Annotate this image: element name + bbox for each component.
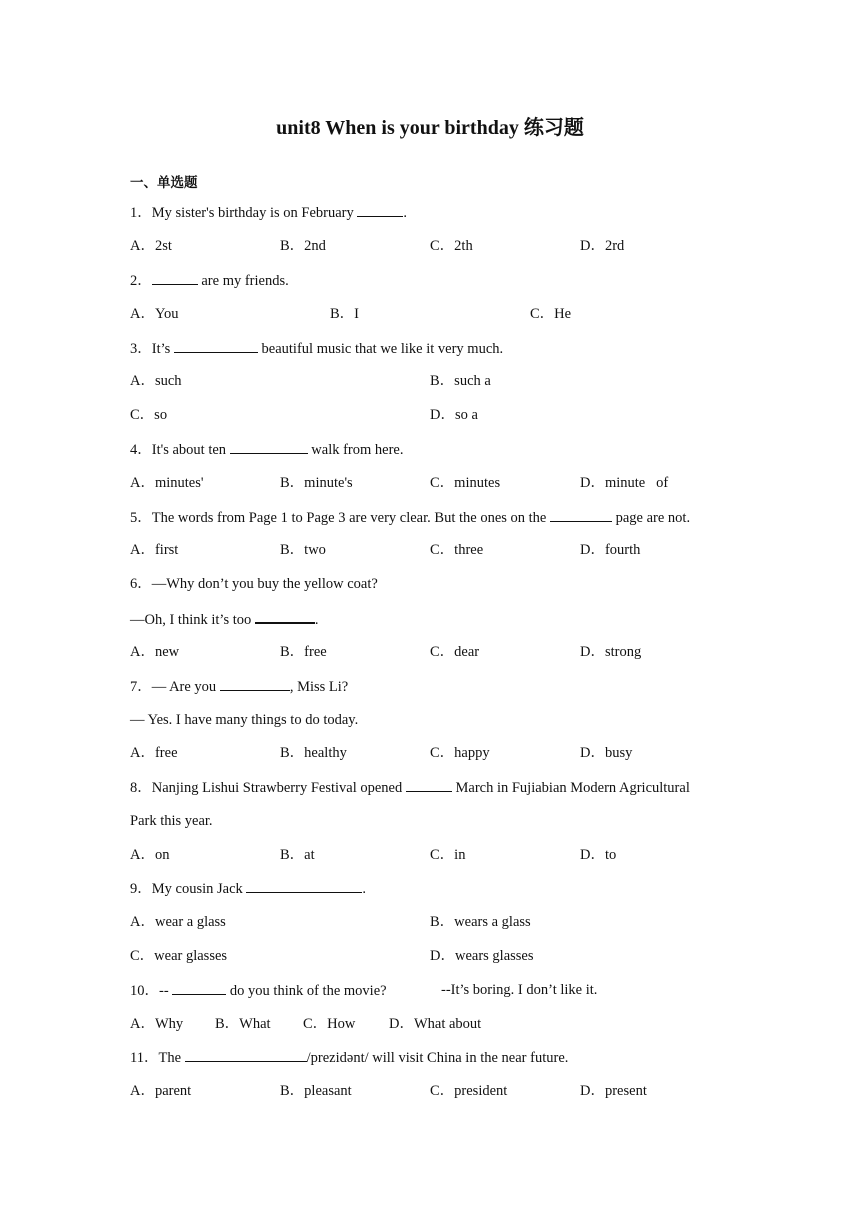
option-b[interactable]: B．such a <box>430 373 491 389</box>
question-number: 10． <box>130 983 159 999</box>
question-text: . <box>403 205 407 221</box>
question-11 <box>130 1047 568 1068</box>
question-number: 7． <box>130 679 152 695</box>
option-d[interactable]: D．What about <box>389 1016 482 1032</box>
option-d[interactable]: D．present <box>580 1083 647 1099</box>
option-b[interactable]: B．pleasant <box>280 1083 352 1099</box>
option-c[interactable]: C．wear glasses <box>130 948 228 964</box>
option-b[interactable]: B．I <box>330 306 359 322</box>
option-a[interactable]: A．free <box>130 745 178 761</box>
option-d[interactable]: D．strong <box>580 644 642 660</box>
option-d[interactable]: D．minute of <box>580 475 669 491</box>
question-text: /prezidənt/ will visit China in the near future. <box>306 1050 569 1066</box>
option-a[interactable]: A．such <box>130 373 182 389</box>
option-c[interactable]: C．so <box>130 407 168 423</box>
answer-blank[interactable] <box>172 980 226 995</box>
question-text: Nanjing Lishui Strawberry Festival opened <box>151 780 406 796</box>
option-d[interactable]: D．fourth <box>580 542 641 558</box>
answer-blank[interactable] <box>246 878 362 893</box>
question-number: 1． <box>130 205 152 221</box>
option-d[interactable]: D．2rd <box>580 238 625 254</box>
option-c[interactable]: C．dear <box>430 644 480 660</box>
question-7 <box>130 676 348 697</box>
question-text: . <box>314 612 319 628</box>
question-number: 2． <box>130 273 152 289</box>
option-b[interactable]: B．two <box>280 542 326 558</box>
option-c[interactable]: C．president <box>430 1083 508 1099</box>
option-a[interactable]: A．parent <box>130 1083 192 1099</box>
answer-blank[interactable] <box>230 439 308 454</box>
option-a[interactable]: A．first <box>130 542 179 558</box>
question-5 <box>130 507 690 528</box>
question-text: The <box>158 1050 185 1066</box>
option-a[interactable]: A．on <box>130 847 170 863</box>
question-text: do you think of the movie? <box>226 983 387 999</box>
option-d[interactable]: D．so a <box>430 407 478 423</box>
question-number: 4． <box>130 442 152 458</box>
question-text: It’s <box>151 341 174 357</box>
question-1 <box>130 202 407 223</box>
option-d[interactable]: D．wears glasses <box>430 948 534 964</box>
question-9 <box>130 878 366 899</box>
question-2 <box>130 270 289 291</box>
option-d[interactable]: D．busy <box>580 745 633 761</box>
option-c[interactable]: C．He <box>530 306 572 322</box>
option-a[interactable]: A．Why <box>130 1016 184 1032</box>
option-a[interactable]: A．2st <box>130 238 172 254</box>
question-text: My sister's birthday is on February <box>151 205 358 221</box>
option-a[interactable]: A．new <box>130 644 180 660</box>
question-number: 6． <box>130 576 152 592</box>
question-text: page are not. <box>611 510 691 526</box>
option-c[interactable]: C．three <box>430 542 484 558</box>
question-text: —Why don’t you buy the yellow coat? <box>151 576 378 592</box>
question-3 <box>130 338 503 359</box>
question-10-reply: --It’s boring. I don’t like it. <box>441 982 598 998</box>
option-c[interactable]: C．minutes <box>430 475 501 491</box>
option-b[interactable]: B．2nd <box>280 238 326 254</box>
answer-blank[interactable] <box>255 608 315 624</box>
option-b[interactable]: B．What <box>215 1016 271 1032</box>
question-text: — Are you <box>151 679 220 695</box>
option-b[interactable]: B．healthy <box>280 745 347 761</box>
question-text: , Miss Li? <box>289 679 349 695</box>
option-a[interactable]: A．wear a glass <box>130 914 226 930</box>
question-text: My cousin Jack <box>151 881 247 897</box>
option-c[interactable]: C．happy <box>430 745 490 761</box>
question-8-line-2: Park this year. <box>130 813 213 829</box>
section-heading: 一、单选题 <box>130 175 198 191</box>
option-b[interactable]: B．wears a glass <box>430 914 531 930</box>
question-7-line-2: — Yes. I have many things to do today. <box>130 712 359 728</box>
question-text: walk from here. <box>307 442 404 458</box>
question-text: It's about ten <box>151 442 230 458</box>
option-b[interactable]: B．at <box>280 847 315 863</box>
question-number: 11． <box>130 1050 159 1066</box>
question-6-line-2 <box>130 608 319 630</box>
answer-blank[interactable] <box>185 1047 307 1062</box>
option-d[interactable]: D．to <box>580 847 617 863</box>
option-b[interactable]: B．minute's <box>280 475 353 491</box>
question-number: 8． <box>130 780 152 796</box>
question-text: March in Fujiabian Modern Agricultural <box>451 780 690 796</box>
option-a[interactable]: A．minutes' <box>130 475 204 491</box>
option-c[interactable]: C．How <box>303 1016 356 1032</box>
question-6 <box>130 574 378 594</box>
answer-blank[interactable] <box>406 777 452 792</box>
answer-blank[interactable] <box>357 202 403 217</box>
question-text: . <box>362 881 367 897</box>
answer-blank[interactable] <box>220 676 290 691</box>
option-b[interactable]: B．free <box>280 644 327 660</box>
option-a[interactable]: A．You <box>130 306 179 322</box>
answer-blank[interactable] <box>550 507 612 522</box>
question-text: are my friends. <box>197 273 289 289</box>
option-c[interactable]: C．2th <box>430 238 473 254</box>
question-number: 5． <box>130 510 152 526</box>
option-c[interactable]: C．in <box>430 847 466 863</box>
question-text: beautiful music that we like it very much. <box>257 341 504 357</box>
question-8 <box>130 777 690 798</box>
question-text: The words from Page 1 to Page 3 are very clear. But the ones on the <box>151 510 550 526</box>
question-10 <box>130 980 387 1001</box>
answer-blank[interactable] <box>152 270 198 285</box>
question-4 <box>130 439 404 460</box>
question-text: —Oh, I think it’s too <box>130 612 255 628</box>
answer-blank[interactable] <box>174 338 258 353</box>
question-number: 3． <box>130 341 152 357</box>
question-text: -- <box>159 983 173 999</box>
question-number: 9． <box>130 881 152 897</box>
page-title: unit8 When is your birthday 练习题 <box>276 117 584 139</box>
